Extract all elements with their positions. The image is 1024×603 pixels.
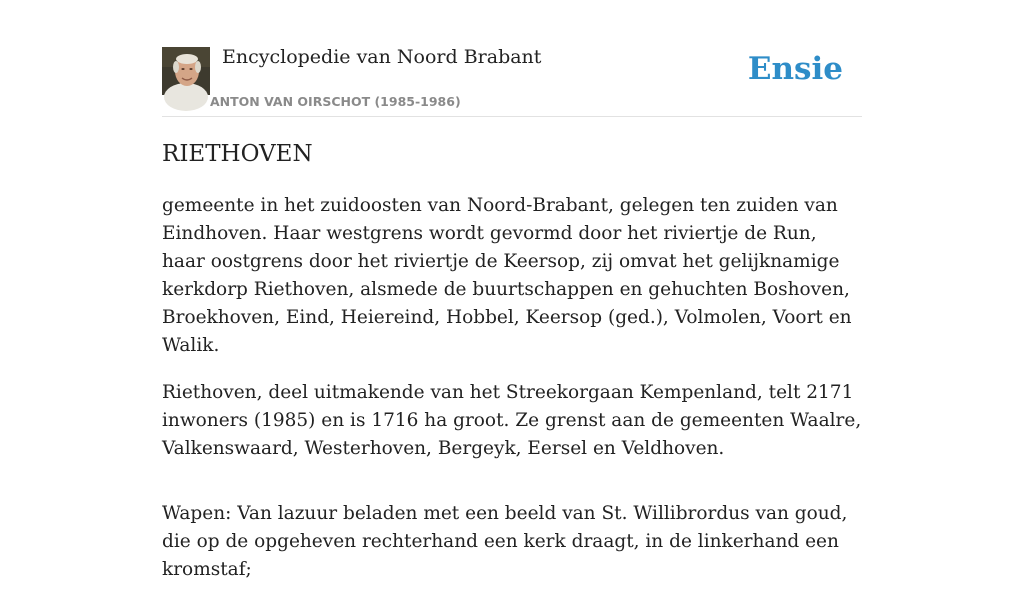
avatar-portrait-image: [162, 47, 210, 95]
ensie-logo[interactable]: Ensie: [747, 51, 843, 87]
author-avatar[interactable]: [162, 47, 210, 95]
header: [162, 46, 862, 117]
article-paragraph-wapen: Wapen: Van lazuur beladen met een beeld van St. Willibrordus van goud, die op de opgeheven rechterhand een kerk draagt, in de linkerhand een kromstaf;: [162, 503, 848, 580]
article-paragraph: gemeente in het zuidoosten van Noord-Brabant, gelegen ten zuiden van Eindhoven. Haar westgrens wordt gevormd door het riviertje de Run, haar oostgrens door het riviertje de Keersop, zij omvat het gelijknamige kerkdorp Riethoven, alsmede de buurtschappen en gehuchten Boshoven, Broekhoven, Eind, Heiereind, Hobbel, Keersop (ged.), Volmolen, Voort en Walik.: [162, 195, 852, 356]
article-title: RIETHOVEN: [162, 141, 313, 167]
article-paragraph: Riethoven, deel uitmakende van het Streekorgaan Kempenland, telt 2171 inwoners (1985) en is 1716 ha groot. Ze grenst aan de gemeenten Waalre, Valkenswaard, Westerhoven, Bergeyk, Eersel en Veldhoven.: [162, 382, 862, 459]
author-name[interactable]: ANTON VAN OIRSCHOT (1985-1986): [210, 94, 461, 109]
site-title[interactable]: Encyclopedie van Noord Brabant: [222, 46, 542, 68]
article: [162, 138, 862, 603]
